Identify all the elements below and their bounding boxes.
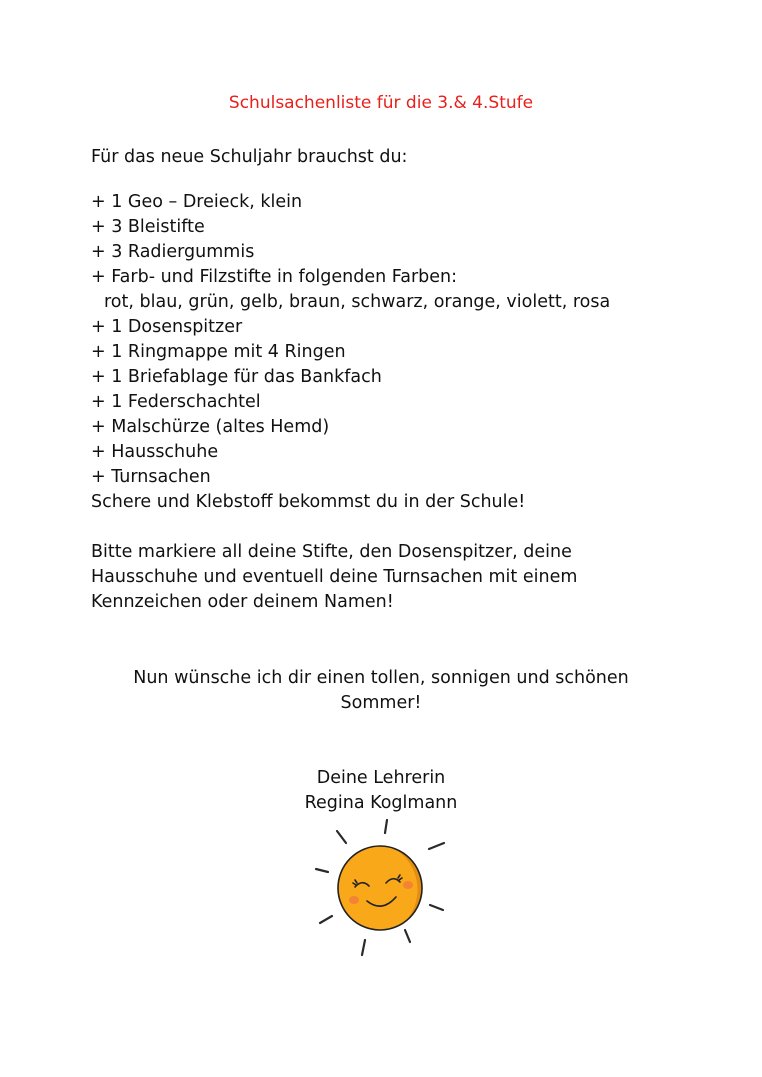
sun-ray (430, 905, 443, 910)
wish-line: Nun wünsche ich dir einen tollen, sonnigen und schönen (133, 668, 629, 688)
sun-ray (316, 869, 328, 872)
signature-name: Regina Koglmann (304, 793, 458, 813)
list-item: + 1 Geo – Dreieck, klein (91, 192, 303, 212)
school-provides-note: Schere und Klebstoff bekommst du in der Schule! (91, 492, 526, 512)
list-item: + Farb- und Filzstifte in folgenden Farben: (91, 267, 458, 287)
list-item-colors: rot, blau, grün, gelb, braun, schwarz, orange, violett, rosa (104, 292, 611, 312)
signature (0, 766, 762, 816)
list-item: + Hausschuhe (91, 442, 219, 462)
cheek (403, 881, 413, 889)
sun-ray (385, 820, 387, 833)
list-item: + 1 Briefablage für das Bankfach (91, 367, 382, 387)
cheek (349, 896, 359, 904)
intro-text: Für das neue Schuljahr brauchst du: (91, 147, 408, 167)
page-title: Schulsachenliste für die 3.& 4.Stufe (228, 93, 534, 113)
wish-line: Sommer! (340, 693, 422, 713)
list-item: + 1 Federschachtel (91, 392, 261, 412)
sun-ray (337, 831, 346, 843)
labeling-note (91, 540, 691, 615)
sun-ray (405, 930, 410, 942)
list-item: + 1 Dosenspitzer (91, 317, 243, 337)
sun-ray (429, 843, 444, 849)
summer-wish (0, 666, 762, 716)
note-line: Hausschuhe und eventuell deine Turnsachen mit einem (91, 567, 578, 587)
supplies-list (91, 190, 691, 515)
sun-ray (362, 940, 365, 955)
signature-role: Deine Lehrerin (316, 768, 446, 788)
list-item: + 1 Ringmappe mit 4 Ringen (91, 342, 346, 362)
list-item: + Malschürze (altes Hemd) (91, 417, 330, 437)
list-item: + Turnsachen (91, 467, 211, 487)
list-item: + 3 Bleistifte (91, 217, 205, 237)
note-line: Kennzeichen oder deinem Namen! (91, 592, 394, 612)
smiling-sun-icon (310, 815, 450, 960)
note-line: Bitte markiere all deine Stifte, den Dosenspitzer, deine (91, 542, 572, 562)
sun-ray (320, 916, 332, 923)
list-item: + 3 Radiergummis (91, 242, 255, 262)
